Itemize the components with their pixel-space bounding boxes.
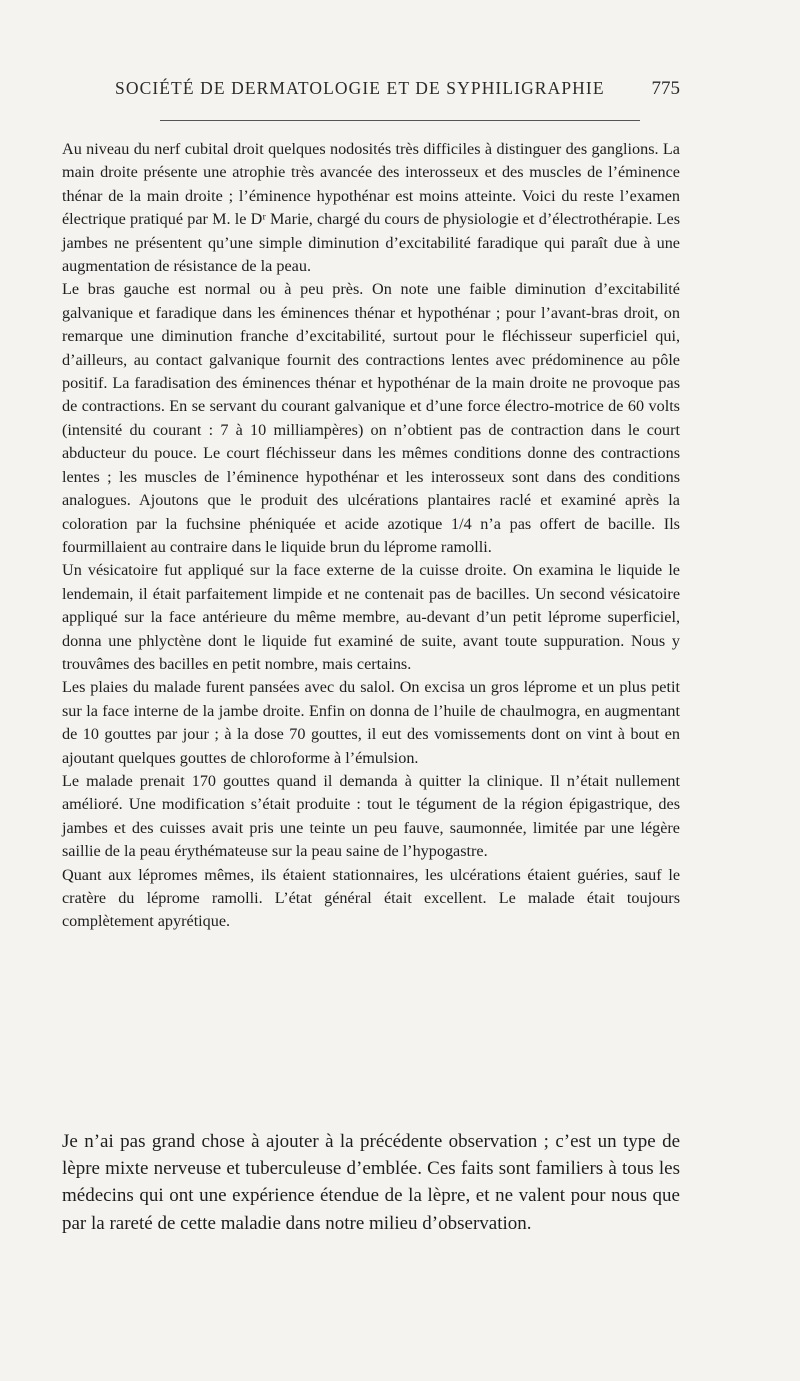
conclusion-paragraph: Je n’ai pas grand chose à ajouter à la précédente observation ; c’est un type de lèpre mixte nerveuse et tuberculeuse d’emblée. Ces faits sont familiers à tous les médecins qui ont une expérience étendue de la lèpre, et ne valent pour nous que par la rareté de cette maladie dans notre milieu d’observation.: [62, 1131, 680, 1234]
paragraph: Un vésicatoire fut appliqué sur la face externe de la cuisse droite. On examina le liquide le lendemain, il était parfaitement limpide et ne contenait pas de bacilles. Un second vésicatoire appliqué sur la face antérieure du même membre, au-devant d’un petit léprome superficiel, donna une phlyctène dont le liquide fut examiné de suite, avant toute suppuration. Nous y trouvâmes des bacilles en petit nombre, mais certains.: [62, 561, 680, 673]
paragraph: Le malade prenait 170 gouttes quand il demanda à quitter la clinique. Il n’était nullement amélioré. Une modification s’était produite : tout le tégument de la région épigastrique, des jambes et des cuisses avait pris une teinte un peu fauve, saumonnée, limitée par une légère saillie de la peau érythémateuse sur la peau saine de l’hypogastre.: [62, 771, 680, 861]
page-number: 775: [651, 78, 680, 99]
paragraph: Les plaies du malade furent pansées avec du salol. On excisa un gros léprome et un plus petit sur la face interne de la jambe droite. Enfin on donna de l’huile de chaulmogra, en augmentant de 10 gouttes par jour ; à la dose 70 gouttes, il eut des vomissements dont on vint à bout en ajoutant quelques gouttes de chloroforme à l’émulsion.: [62, 678, 680, 767]
paragraph: Le bras gauche est normal ou à peu près. On note une faible diminution d’excitabilité galvanique et faradique dans les éminences thénar et hypothénar ; pour l’avant-bras droit, on remarque une diminution franche d’excitabilité, surtout pour le fléchisseur superficiel qui, d’ailleurs, au contact galvanique fournit des contractions lentes avec prédominence au pôle positif. La faradisation des éminences thénar et hypothénar de la main droite ne provoque pas de contractions. En se servant du courant galvanique et d’une force électro-motrice de 60 volts (intensité du courant : 7 à 10 milliampères) on n’obtient pas de contraction dans le court abducteur du pouce. Le court fléchisseur dans les mêmes conditions donne des contractions lentes ; les muscles de l’éminence hypothénar et les interosseux sont dans des conditions analogues. Ajoutons que le produit des ulcérations plantaires raclé et examiné après la coloration par la fuchsine phéniquée et acide azotique 1/4 n’a pas offert de bacille. Ils fourmillaient au contraire dans le liquide brun du lépromе ramolli.: [62, 280, 680, 556]
running-title: SOCIÉTÉ DE DERMATOLOGIE ET DE SYPHILIGRAPHIE: [115, 78, 605, 98]
paragraph: Au niveau du nerf cubital droit quelques nodosités très difficiles à distinguer des ganglions. La main droite présente une atrophie très avancée des interosseux et des muscles de l’éminence thénar de la main droite ; l’éminence hypothénar est moins atteinte. Voici du reste l’examen électrique pratiqué par M. le Dʳ Marie, chargé du cours de physiologie et d’électrothérapie. Les jambes ne présentent qu’une simple diminution d’excitabilité faradique qui paraît due à une augmentation de résistance de la peau.: [62, 140, 680, 276]
header-rule: [160, 120, 640, 121]
observation-text: [62, 138, 680, 934]
conclusion-text: [62, 1128, 680, 1237]
paragraph: Quant aux lépromes mêmes, ils étaient stationnaires, les ulcérations étaient guéries, sauf le cratère du léprome ramolli. L’état général était excellent. Le malade était toujours complètement apyrétique.: [62, 865, 680, 931]
running-head: [115, 78, 680, 100]
